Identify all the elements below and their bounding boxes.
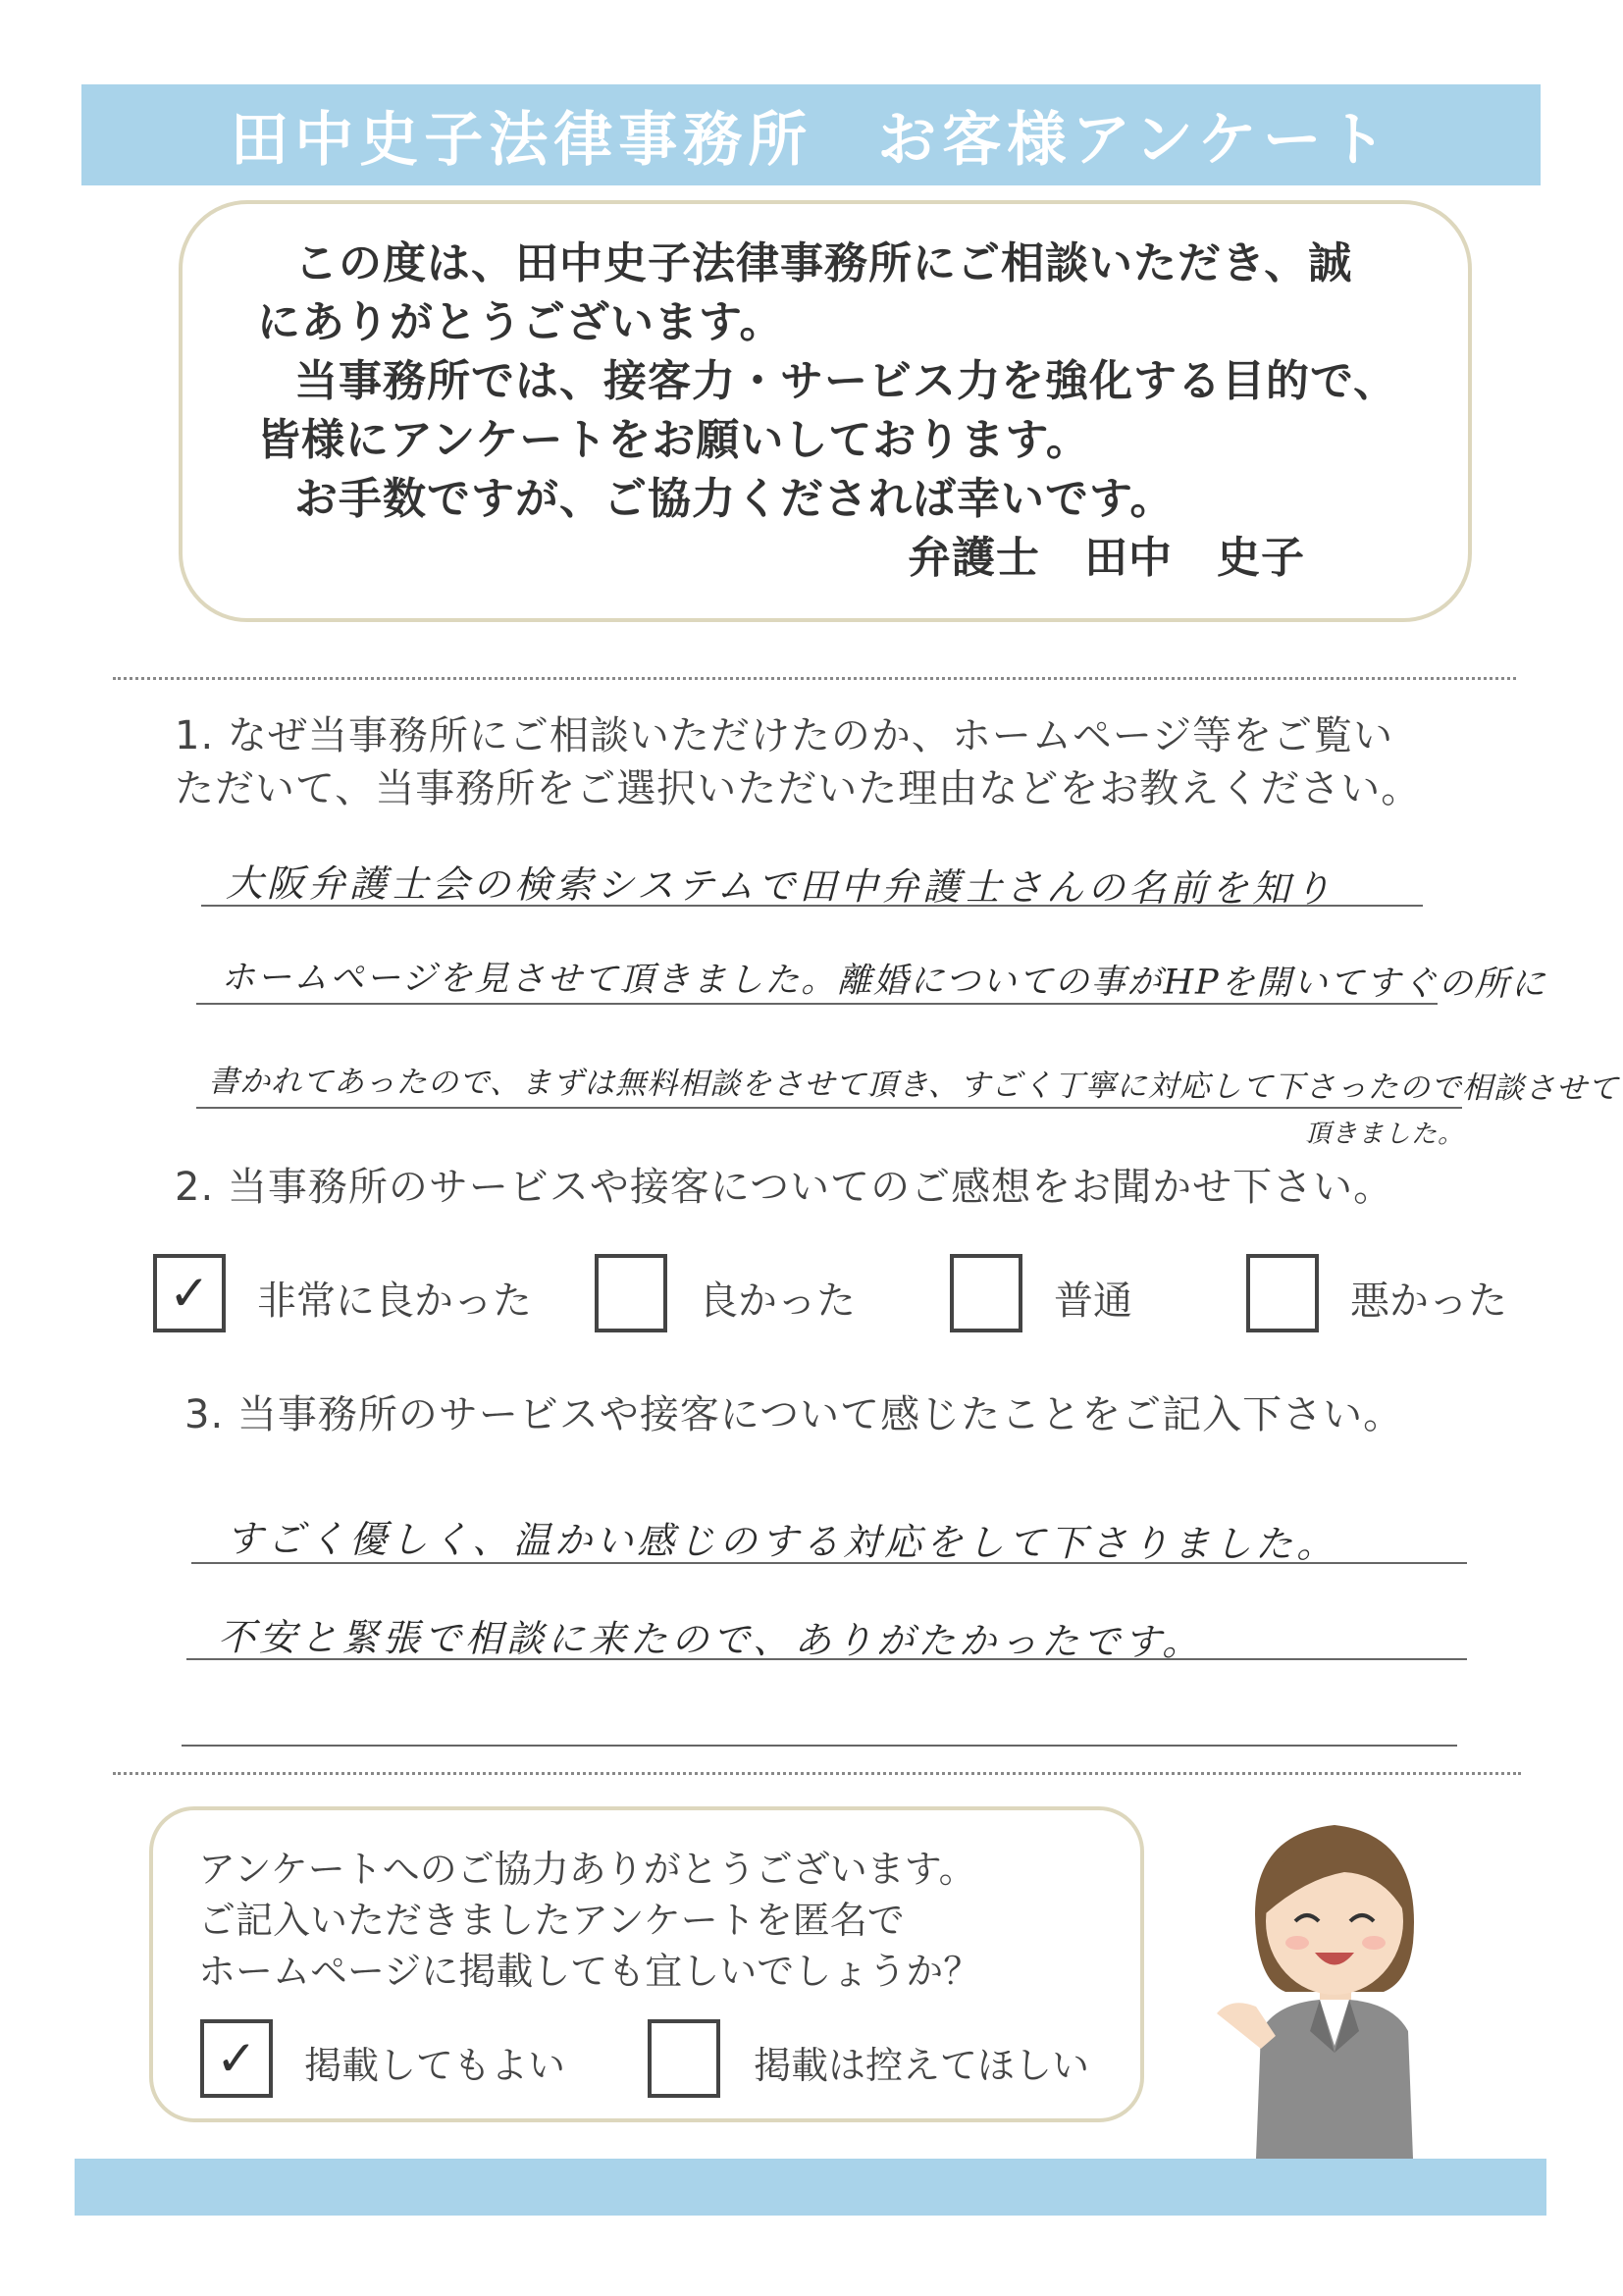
- q1-answer-line-4: 頂きました。: [1304, 1119, 1465, 1150]
- greeting-line-2: にありがとうございます。: [257, 297, 784, 347]
- publish-line-1: アンケートへのご協力ありがとうございます。: [198, 1848, 976, 1891]
- separator: [113, 677, 1516, 680]
- q2-label-bad: 悪かった: [1350, 1278, 1507, 1324]
- q1-answer-line-2: ホームページを見させて頂きました。離婚についての事がHPを開いてすぐの所に: [220, 958, 1547, 1005]
- greeting-line-1: この度は、田中史子法律事務所にご相談いただき、誠: [294, 238, 1353, 288]
- q2-label-very-good: 非常に良かった: [257, 1278, 532, 1324]
- separator: [113, 1772, 1521, 1775]
- page-title: 田中史子法律事務所 お客様アンケート: [230, 105, 1392, 175]
- q2-label-average: 普通: [1054, 1278, 1132, 1324]
- lawyer-illustration: [1217, 1796, 1452, 2159]
- q2-checkbox-very-good[interactable]: ✓: [153, 1254, 226, 1332]
- greeting-signature: 弁護士 田中 史子: [908, 533, 1305, 583]
- publish-label-allow: 掲載してもよい: [304, 2044, 566, 2087]
- answer-rule: [196, 1107, 1462, 1109]
- q3-answer-line-1: すごく優しく、温かい感じのする対応をして下さりました。: [225, 1517, 1338, 1566]
- publish-checkbox-decline[interactable]: [648, 2019, 720, 2098]
- answer-rule: [196, 1003, 1438, 1005]
- header-band: [81, 84, 1541, 185]
- q2-checkbox-average[interactable]: [950, 1254, 1022, 1332]
- q1-answer-line-3: 書かれてあったので、まずは無料相談をさせて頂き、すごく丁寧に対応して下さったので相談させて: [207, 1064, 1619, 1107]
- q2-label-good: 良かった: [699, 1278, 856, 1324]
- publish-label-decline: 掲載は控えてほしい: [754, 2044, 1090, 2087]
- q1-question-line-2: ただいて、当事務所をご選択いただいた理由などをお教えください。: [175, 766, 1422, 811]
- greeting-line-3: 当事務所では、接客力・サービス力を強化する目的で、: [294, 356, 1398, 406]
- q2-question: 2. 当事務所のサービスや接客についてのご感想をお聞かせ下さい。: [175, 1165, 1394, 1210]
- q2-checkbox-good[interactable]: [595, 1254, 667, 1332]
- answer-rule: [191, 1562, 1467, 1564]
- q1-question-line-1: 1. なぜ当事務所にご相談いただけたのか、ホームページ等をご覧い: [175, 713, 1394, 758]
- answer-rule: [182, 1745, 1457, 1747]
- greeting-line-5: お手数ですが、ご協力くだされば幸いです。: [294, 474, 1175, 524]
- publish-checkbox-allow[interactable]: ✓: [200, 2019, 273, 2098]
- q1-answer-line-1: 大阪弁護士会の検索システムで田中弁護士さんの名前を知り: [225, 861, 1335, 911]
- publish-line-2: ご記入いただきましたアンケートを匿名で: [198, 1899, 905, 1942]
- answer-rule: [186, 1658, 1467, 1660]
- q2-checkbox-bad[interactable]: [1246, 1254, 1319, 1332]
- greeting-line-4: 皆様にアンケートをお願いしております。: [257, 415, 1090, 465]
- publish-line-3: ホームページに掲載しても宜しいでしょうか？: [198, 1950, 981, 1993]
- q3-answer-line-2: 不安と緊張で相談に来たので、ありがたかったです。: [217, 1615, 1204, 1664]
- q3-question: 3. 当事務所のサービスや接客について感じたことをご記入下さい。: [184, 1392, 1404, 1437]
- footer-band: [75, 2159, 1546, 2216]
- answer-rule: [201, 905, 1423, 907]
